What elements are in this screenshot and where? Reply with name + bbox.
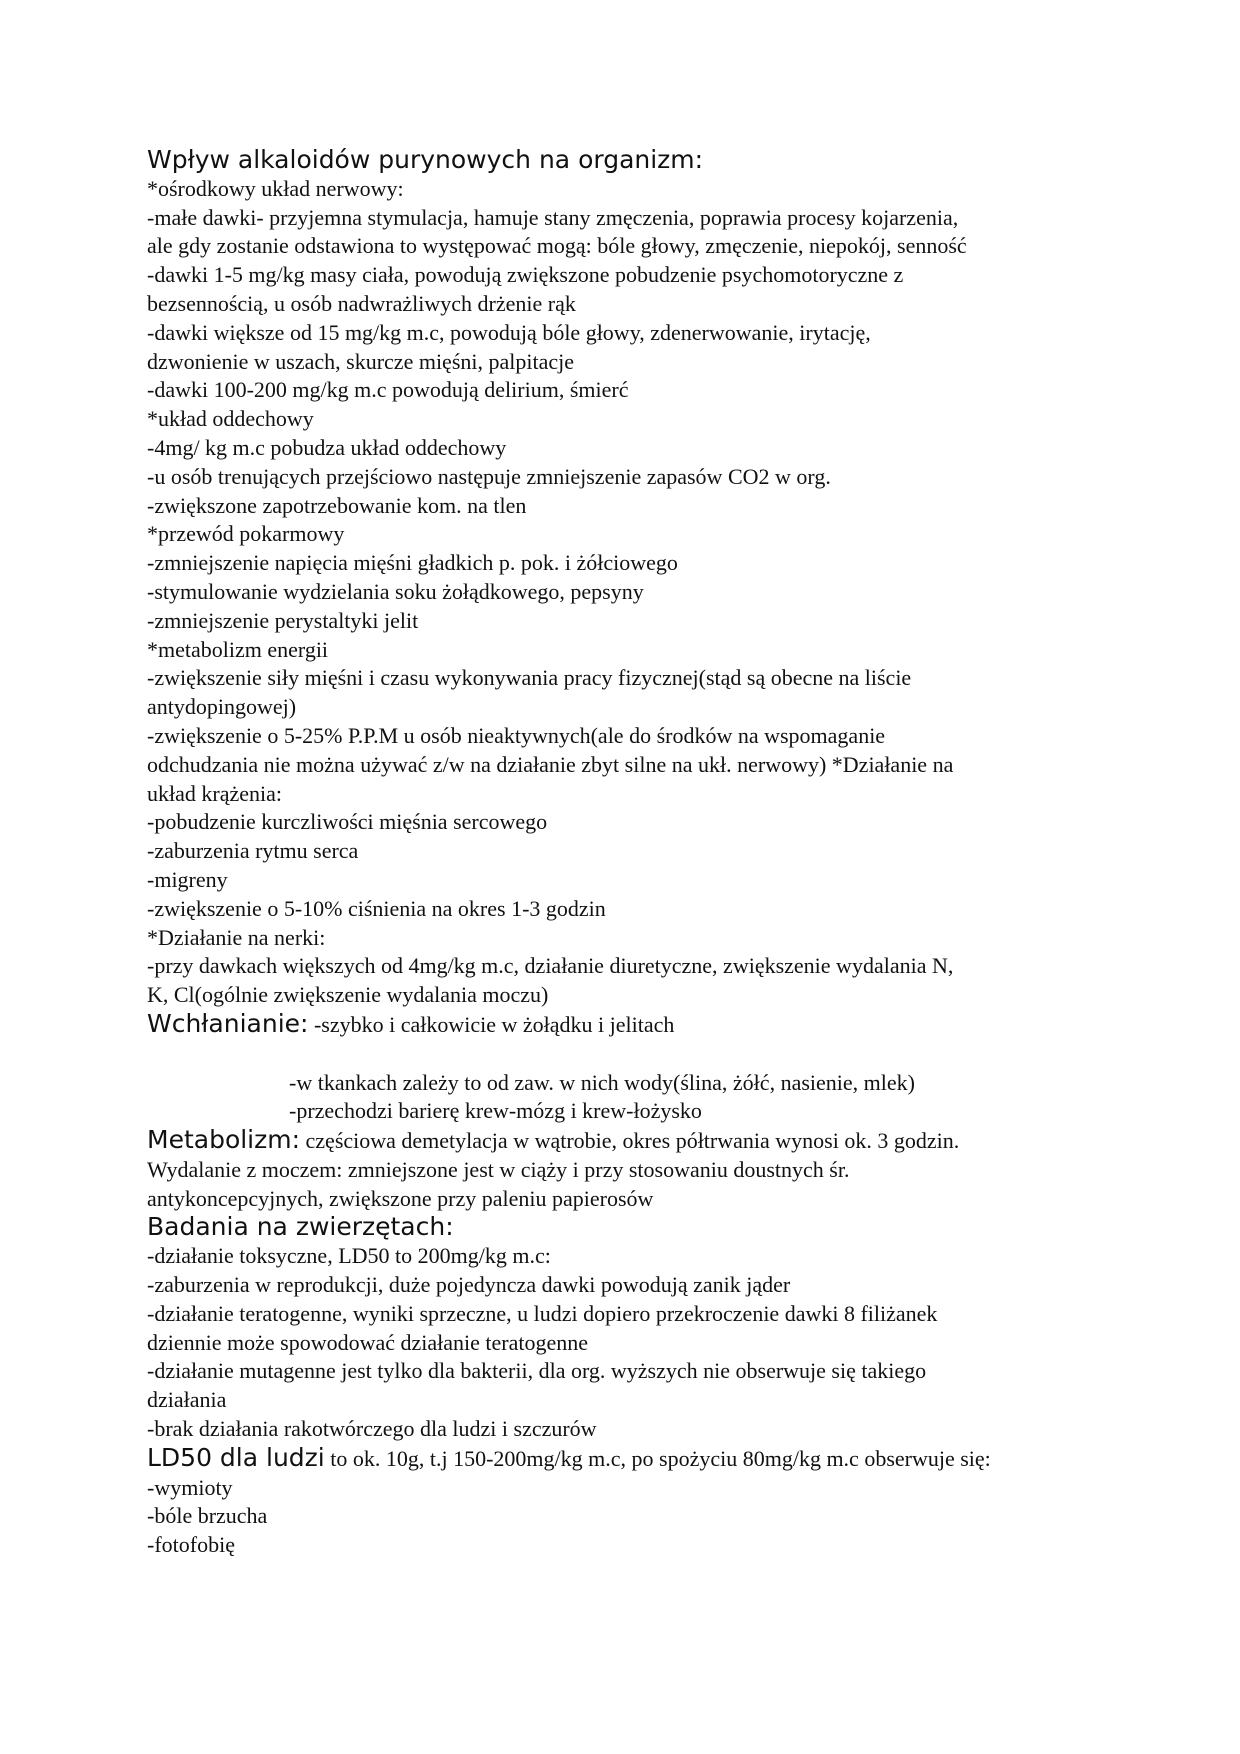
text-line: -zwiększenie o 5-25% P.P.M u osób nieaktywnych(ale do środków na wspomaganie bbox=[147, 722, 886, 748]
text-line: -zmniejszenie napięcia mięśni gładkich p. pok. i żółciowego bbox=[147, 550, 678, 576]
text-line: -wymioty bbox=[147, 1474, 233, 1500]
ld50-heading: LD50 dla ludzi bbox=[147, 1442, 325, 1472]
text-line: dzwonienie w uszach, skurcze mięśni, palpitacje bbox=[147, 348, 575, 374]
text-line: -4mg/ kg m.c pobudza układ oddechowy bbox=[147, 434, 507, 460]
text-line: *układ oddechowy bbox=[147, 406, 314, 432]
text-line: -zwiększenie o 5-10% ciśnienia na okres 1-3 godzin bbox=[147, 895, 606, 921]
text-line: bezsennością, u osób nadwrażliwych drżenie rąk bbox=[147, 290, 576, 316]
text-line: *przewód pokarmowy bbox=[147, 521, 345, 547]
text-line: antydopingowej) bbox=[147, 694, 297, 720]
text-line: -zaburzenia w reprodukcji, duże pojedyncza dawki powodują zanik jąder bbox=[147, 1272, 791, 1298]
animal-studies-heading: Badania na zwierzętach: bbox=[147, 1212, 454, 1242]
absorption-section bbox=[147, 1010, 1092, 1126]
text-line: -małe dawki- przyjemna stymulacja, hamuje stany zmęczenia, poprawia procesy kojarzenia, bbox=[147, 204, 959, 230]
text-line: -dawki 1-5 mg/kg masy ciała, powodują zwiększone pobudzenie psychomotoryczne z bbox=[147, 262, 904, 288]
document-body bbox=[147, 146, 1092, 1560]
text-line: ale gdy zostanie odstawiona to występować mogą: bóle głowy, zmęczenie, niepokój, senność bbox=[147, 233, 967, 259]
text-line: -migreny bbox=[147, 866, 228, 892]
text-line: -działanie mutagenne jest tylko dla bakterii, dla org. wyższych nie obserwuje się takiego bbox=[147, 1358, 927, 1384]
text-line: -zaburzenia rytmu serca bbox=[147, 838, 359, 864]
metabolism-line bbox=[147, 1126, 1092, 1156]
text-line: -przy dawkach większych od 4mg/kg m.c, działanie diuretyczne, zwiększenie wydalania N, bbox=[147, 953, 954, 979]
text-line: -w tkankach zależy to od zaw. w nich wody(ślina, żółć, nasienie, mlek) bbox=[289, 1069, 915, 1095]
absorption-line bbox=[147, 1010, 1092, 1040]
text-line: -działanie teratogenne, wyniki sprzeczne, u ludzi dopiero przekroczenie dawki 8 filiżanek bbox=[147, 1300, 938, 1326]
ld50-text: to ok. 10g, t.j 150-200mg/kg m.c, po spożyciu 80mg/kg m.c obserwuje się: bbox=[324, 1445, 991, 1471]
text-line: Wydalanie z moczem: zmniejszone jest w ciąży i przy stosowaniu doustnych śr. bbox=[147, 1156, 850, 1182]
text-line: -zmniejszenie perystaltyki jelit bbox=[147, 607, 419, 633]
text-line: -pobudzenie kurczliwości mięśnia sercowego bbox=[147, 809, 548, 835]
ld50-line bbox=[147, 1444, 1092, 1474]
text-line: *ośrodkowy układ nerwowy: bbox=[147, 175, 404, 201]
text-line: -u osób trenujących przejściowo następuje zmniejszenie zapasów CO2 w org. bbox=[147, 463, 831, 489]
text-line: K, Cl(ogólnie zwiększenie wydalania moczu) bbox=[147, 982, 549, 1008]
document-title: Wpływ alkaloidów purynowych na organizm: bbox=[147, 145, 704, 174]
text-line: dziennie może spowodować działanie teratogenne bbox=[147, 1329, 589, 1355]
text-line: -brak działania rakotwórczego dla ludzi i szczurów bbox=[147, 1416, 597, 1442]
absorption-first: -szybko i całkowicie w żołądku i jelitach bbox=[308, 1011, 675, 1037]
text-line: *metabolizm energii bbox=[147, 636, 329, 662]
effects-list bbox=[147, 175, 1092, 1010]
text-line: odchudzania nie można używać z/w na działanie zbyt silne na ukł. nerwowy) *Działanie na bbox=[147, 751, 954, 777]
text-line: *Działanie na nerki: bbox=[147, 924, 326, 950]
absorption-heading: Wchłanianie: bbox=[147, 1008, 309, 1038]
text-line: -przechodzi barierę krew-mózg i krew-łożysko bbox=[289, 1098, 702, 1124]
metabolism-section bbox=[147, 1126, 1092, 1213]
animal-studies-section bbox=[147, 1213, 1092, 1443]
metabolism-text: częściowa demetylacja w wątrobie, okres półtrwania wynosi ok. 3 godzin. bbox=[300, 1128, 960, 1154]
text-line: -zwiększenie siły mięśni i czasu wykonywania pracy fizycznej(stąd są obecne na liście bbox=[147, 665, 912, 691]
text-line: -fotofobię bbox=[147, 1532, 235, 1558]
metabolism-heading: Metabolizm: bbox=[147, 1125, 301, 1155]
text-line: antykoncepcyjnych, zwiększone przy paleniu papierosów bbox=[147, 1185, 654, 1211]
text-line: działania bbox=[147, 1387, 227, 1413]
blank-line bbox=[147, 1040, 1092, 1069]
text-line: -zwiększone zapotrzebowanie kom. na tlen bbox=[147, 492, 527, 518]
text-line: -stymulowanie wydzielania soku żołądkowego, pepsyny bbox=[147, 578, 644, 604]
text-line: -bóle brzucha bbox=[147, 1503, 268, 1529]
text-line: -dawki większe od 15 mg/kg m.c, powodują bóle głowy, zdenerwowanie, irytację, bbox=[147, 319, 871, 345]
text-line: układ krążenia: bbox=[147, 780, 282, 806]
ld50-section bbox=[147, 1444, 1092, 1560]
text-line: -dawki 100-200 mg/kg m.c powodują delirium, śmierć bbox=[147, 377, 629, 403]
text-line: -działanie toksyczne, LD50 to 200mg/kg m.c: bbox=[147, 1243, 551, 1269]
